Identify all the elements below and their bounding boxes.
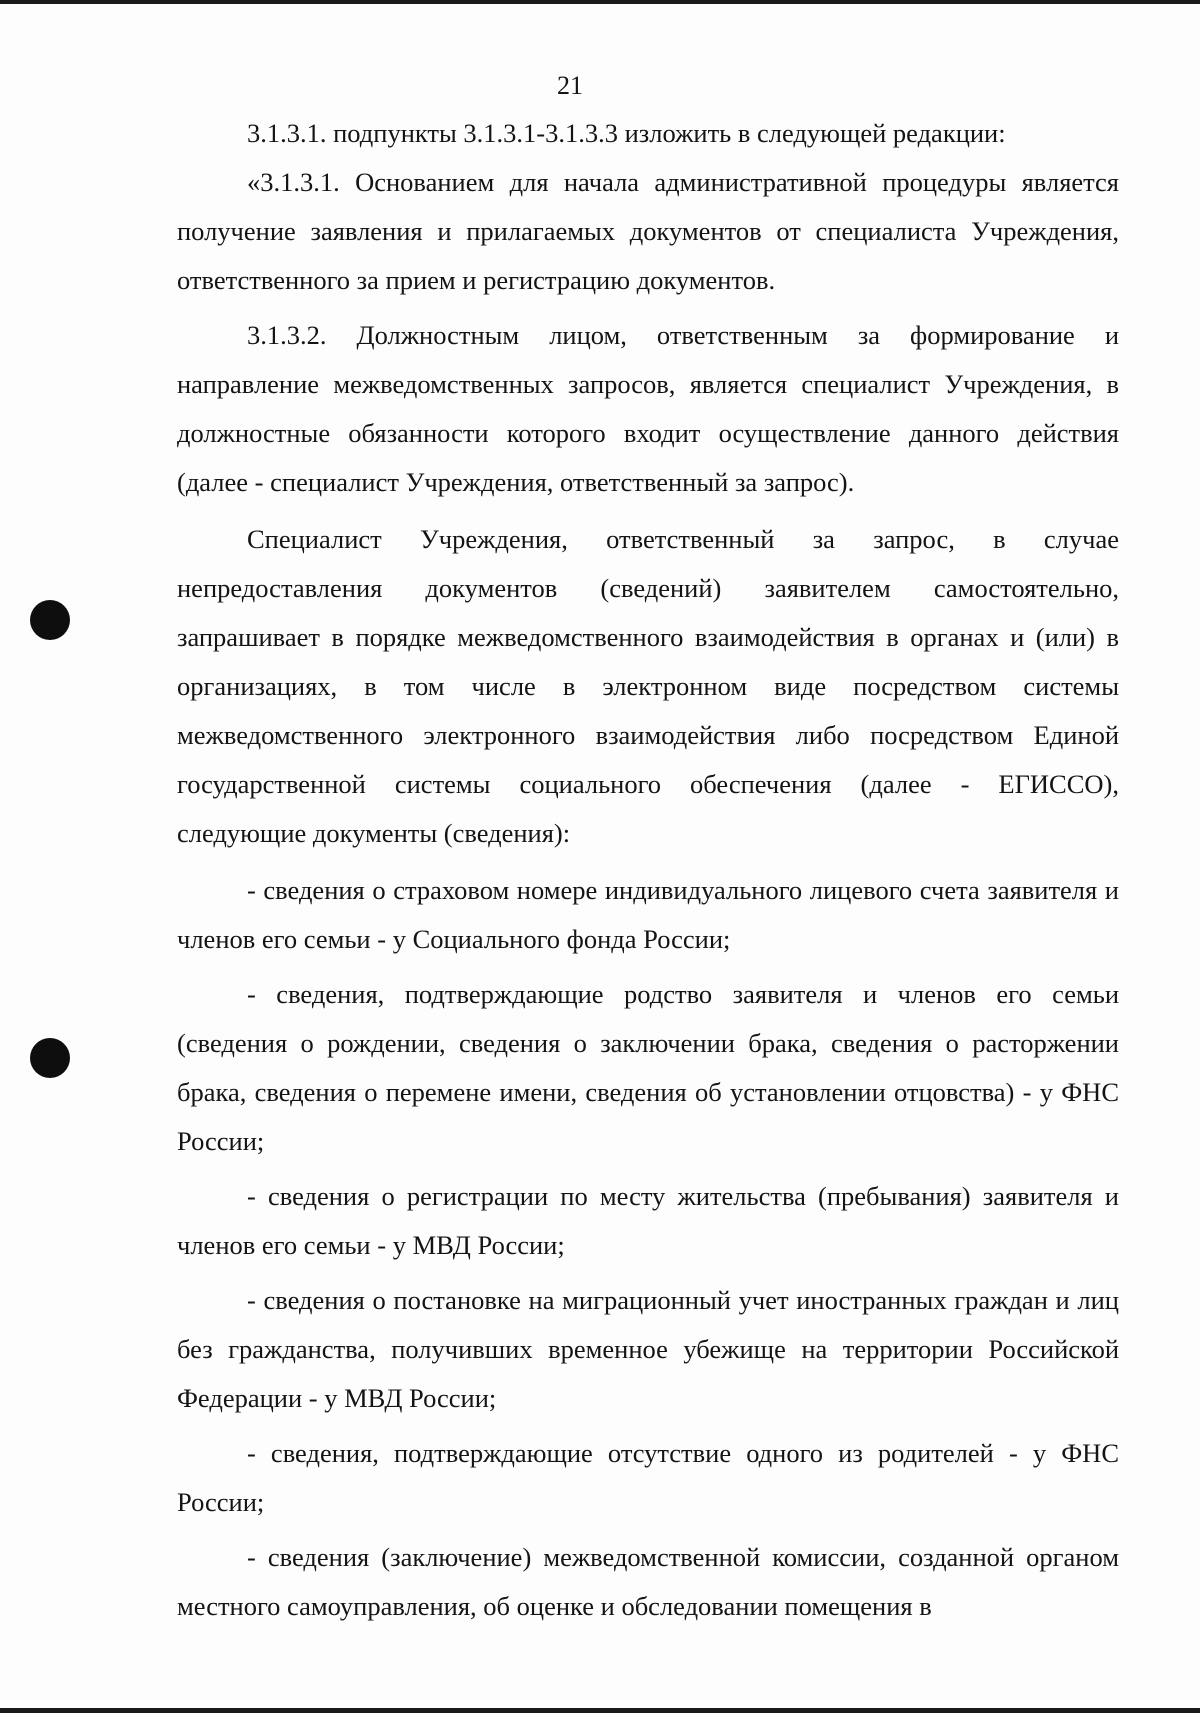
binder-hole-icon — [30, 600, 70, 640]
top-edge-line — [0, 0, 1200, 4]
list-item-snils: - сведения о страховом номере индивидуального лицевого счета заявителя и членов его семьи - у Социального фонда России; — [177, 875, 1119, 954]
list-item-kinship: - сведения, подтверждающие родство заявителя и членов его семьи (сведения о рождении, сведения о заключении брака, сведения о расторжении брака, сведения о перемене имени, сведения об установлении отцовства) - у ФНС России; — [177, 979, 1119, 1156]
paragraph-3-1-3-1: «3.1.3.1. Основанием для начала административной процедуры является получение заявления и прилагаемых документов от специалиста Учреждения, ответственного за прием и регистрацию документов. — [177, 167, 1119, 295]
page-number: 21 — [557, 71, 583, 100]
paragraph-specialist-requests: Специалист Учреждения, ответственный за запрос, в случае непредоставления документов (сведений) заявителем самостоятельно, запрашивает в порядке межведомственного взаимодействия в органах и (или) в организациях, в том числе в электронном виде посредством системы межведомственного электронного взаимодействия либо посредством Единой государственной системы социального обеспечения (далее - ЕГИССО), следующие документы (сведения): — [177, 524, 1119, 848]
binder-hole-icon — [30, 1038, 70, 1078]
document-body — [177, 109, 1119, 1631]
bottom-edge-line — [0, 1708, 1200, 1713]
list-item-migration: - сведения о постановке на миграционный учет иностранных граждан и лиц без гражданства, получивших временное убежище на территории Российской Федерации - у МВД России; — [177, 1285, 1119, 1413]
list-item-registration: - сведения о регистрации по месту жительства (пребывания) заявителя и членов его семьи - у МВД России; — [177, 1181, 1119, 1260]
paragraph-3-1-3-2: 3.1.3.2. Должностным лицом, ответственным за формирование и направление межведомственных запросов, является специалист Учреждения, в должностные обязанности которого входит осуществление данного действия (далее - специалист Учреждения, ответственный за запрос). — [177, 320, 1119, 497]
paragraph-amendment-intro: 3.1.3.1. подпункты 3.1.3.1-3.1.3.3 изложить в следующей редакции: — [247, 118, 1006, 148]
list-item-parent-absence: - сведения, подтверждающие отсутствие одного из родителей - у ФНС России; — [177, 1438, 1119, 1517]
list-item-commission: - сведения (заключение) межведомственной комиссии, созданной органом местного самоуправления, об оценке и обследовании помещения в — [177, 1542, 1119, 1621]
